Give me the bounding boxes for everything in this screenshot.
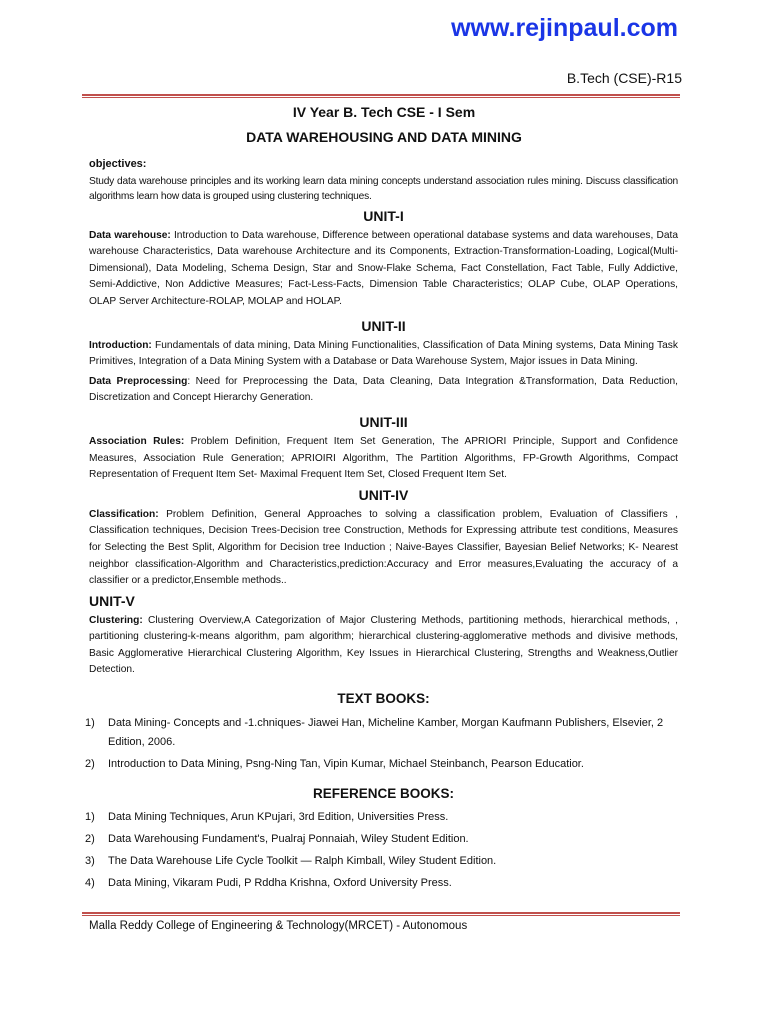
course-code: B.Tech (CSE)-R15 [566, 70, 682, 86]
unit-3-heading: UNIT-III [359, 413, 408, 430]
unit-2-paragraph-1 [89, 338, 678, 371]
unit-2-text-2: : Need for Preprocessing the Data, Data Cleaning, Data Integration &Transformation, Data Reduction, Discretization and Concept Hierarchy Generation. [89, 375, 679, 404]
unit-3-text: Problem Definition, Frequent Item Set Generation, The APRIORI Principle, Support and Confidence Measures, Association Rule Generation; APRIOIRI Algorithm, The Partition Algorithms, FP-Growth Algorithms, Compact Representation of Frequent Item Set- Maximal Frequent Item Set, Closed Frequent Item Set. [89, 435, 678, 481]
list-number: 4) [85, 877, 95, 890]
list-number: 1) [85, 716, 95, 729]
objectives-heading: objectives: [89, 158, 147, 170]
site-url[interactable]: www.rejinpaul.com [451, 14, 678, 42]
subject-title: DATA WAREHOUSING AND DATA MINING [246, 129, 522, 145]
text-books-list [85, 714, 678, 774]
book-entry: Data Mining, Vikaram Pudi, P Rddha Krishna, Oxford University Press. [108, 877, 452, 890]
unit-1-paragraph [89, 228, 678, 311]
unit-4-lead: Classification: [89, 508, 159, 520]
unit-4-paragraph [89, 507, 678, 590]
unit-5-paragraph [89, 613, 678, 679]
list-item [85, 714, 678, 752]
reference-books-list [85, 808, 678, 893]
footer-rule-thin [82, 915, 680, 916]
book-entry: Introduction to Data Mining, Psng-Ning Tan, Vipin Kumar, Michael Steinbanch, Pearson Educatior. [108, 757, 584, 770]
unit-2-text-1: Fundamentals of data mining, Data Mining Functionalities, Classification of Data Mining systems, Data Mining Task Primitives, Integration of a Data Mining System with a Database or Data Warehouse System, Major issues in Data Mining. [89, 339, 678, 368]
list-item [85, 852, 678, 871]
list-item [85, 755, 678, 774]
list-item [85, 830, 678, 849]
header-rule [82, 94, 680, 96]
unit-1-text: Introduction to Data warehouse, Difference between operational database systems and data warehouses, Data warehouse Characteristics, Data warehouse Architecture and its Components, Extraction-Transformation-Loading, Logical(Multi-Dimensional), Data Modeling, Schema Design, Star and Snow-Flake Schema, Fact Constellation, Fact Table, Fully Addictive, Semi-Addictive, Non Addictive Measures; Fact-Less-Facts, Dimension Table Characteristics; OLAP Cube, OLAP Operations, OLAP Server Architecture-ROLAP, MOLAP and HOLAP. [89, 229, 678, 307]
list-number: 2) [85, 833, 95, 846]
objectives-text: Study data warehouse principles and its working learn data mining concepts understand association rules mining. Discuss classification algorithms learn how data is grouped using clustering techniques. [89, 175, 678, 203]
unit-5-text: Clustering Overview,A Categorization of Major Clustering Methods, partitioning methods, hierarchical methods, , partitioning clustering-k-means algorithm, pam algorithm; hierarchical clustering-agglomerative methods and divisive methods, Basic Agglomerative Hierarchical Clustering Algorithm, Key Issues in Hierarchical Clustering, Strengths and Weakness,Outlier Detection. [89, 614, 678, 676]
unit-1-lead: Data warehouse: [89, 229, 171, 241]
text-books-heading: TEXT BOOKS: [337, 691, 430, 707]
unit-3-lead: Association Rules: [89, 435, 185, 447]
header-rule-thin [82, 97, 680, 98]
syllabus-content [85, 156, 679, 896]
list-number: 1) [85, 811, 95, 824]
list-number: 2) [85, 757, 95, 770]
unit-1-heading: UNIT-I [363, 207, 404, 224]
unit-2-heading: UNIT-II [361, 317, 406, 334]
footer-institution: Malla Reddy College of Engineering & Technology(MRCET) - Autonomous [89, 920, 468, 932]
list-item [85, 808, 678, 827]
list-item [85, 874, 678, 893]
book-entry: Data Mining Techniques, Arun KPujari, 3rd Edition, Universities Press. [108, 811, 449, 824]
book-entry: Data Warehousing Fundament's, Pualraj Ponnaiah, Wiley Student Edition. [108, 833, 469, 846]
unit-2-lead-1: Introduction: [89, 339, 152, 351]
unit-4-heading: UNIT-IV [358, 486, 409, 503]
unit-5-lead: Clustering: [89, 614, 143, 626]
unit-5-heading: UNIT-V [89, 592, 135, 609]
unit-2-lead-2: Data Preprocessing [89, 375, 188, 387]
unit-3-paragraph [89, 434, 678, 484]
year-title: IV Year B. Tech CSE - I Sem [292, 104, 476, 120]
unit-4-text: Problem Definition, General Approaches to solving a classification problem, Evaluation of Classifiers , Classification techniques, Decision Trees-Decision tree Construction, Methods for Expressing attribute test conditions, Measures for Selecting the Best Split, Algorithm for Decision tree Induction ; Naive-Bayes Classifier, Bayesian Belief Networks; K- Nearest neighbor classification-Algorithm and Characteristics,prediction:Accuracy and Error measures,Evaluating the accuracy of a classifier or a predictor,Ensemble methods.. [89, 508, 678, 587]
list-number: 3) [85, 855, 95, 868]
book-entry: The Data Warehouse Life Cycle Toolkit — Ralph Kimball, Wiley Student Edition. [108, 855, 497, 868]
book-entry: Data Mining- Concepts and -1.chniques- Jiawei Han, Micheline Kamber, Morgan Kaufmann Publishers, Elsevier, 2 Edition, 2006. [108, 716, 664, 748]
reference-books-heading: REFERENCE BOOKS: [312, 785, 454, 801]
unit-2-paragraph-2 [89, 374, 678, 407]
footer-rule [82, 912, 680, 914]
